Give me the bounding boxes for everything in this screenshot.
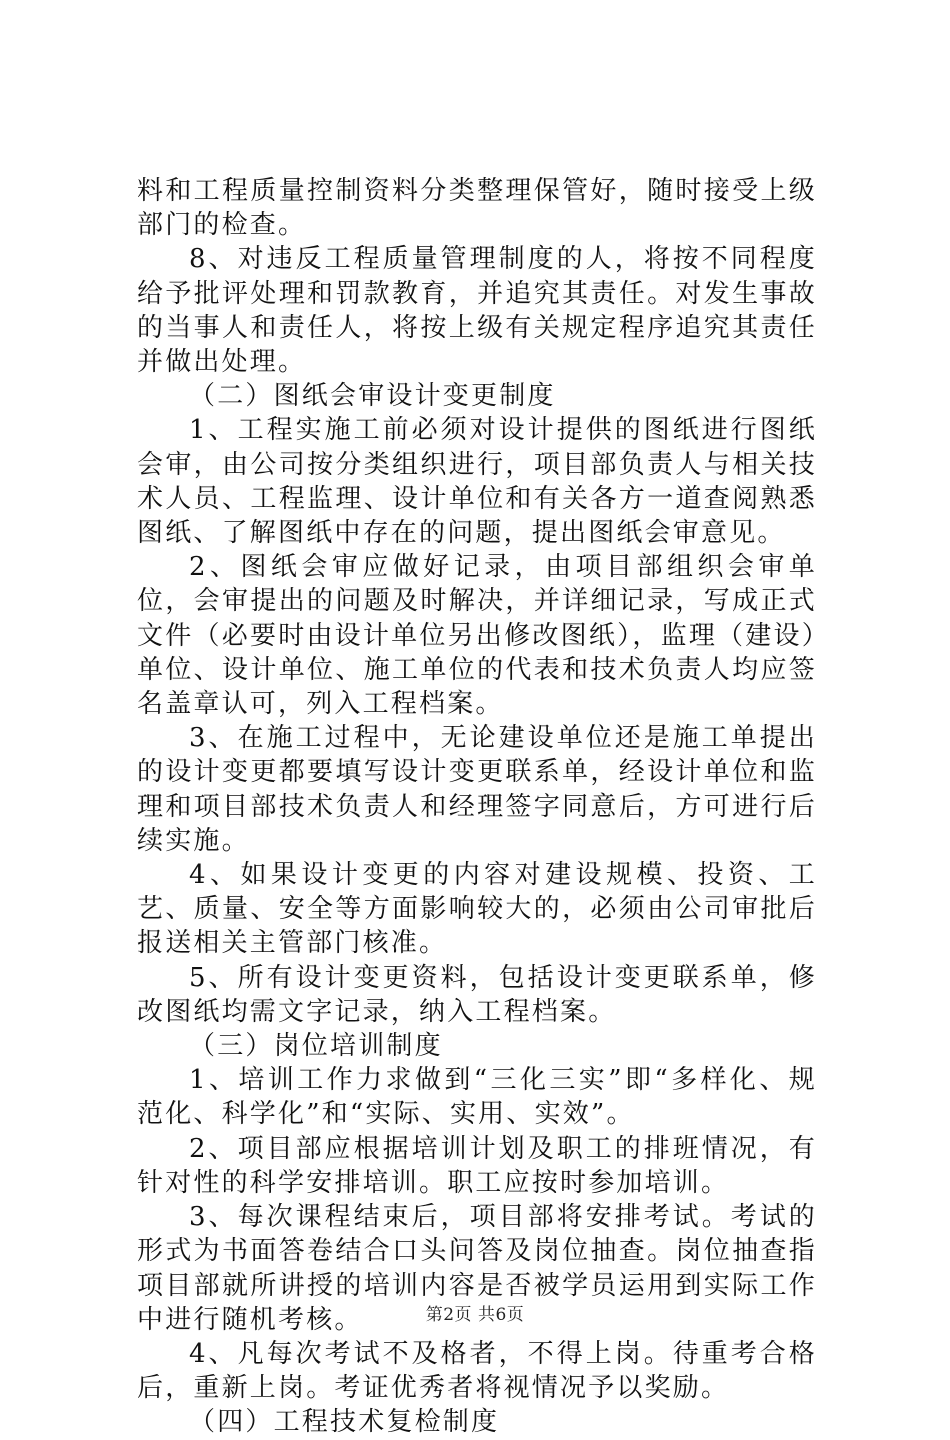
section-heading: （四）工程技术复检制度 (189, 1407, 500, 1438)
paragraph: 3、每次课程结束后，项目部将安排考试。考试的形式为书面答卷结合口头问答及岗位抽查。岗位抽查指项目部就所讲授的培训内容是否被学员运用到实际工作中进行随机考核。 (137, 1202, 817, 1335)
paragraph: 料和工程质量控制资料分类整理保管好，随时接受上级部门的检查。 (137, 176, 817, 241)
paragraph: 1、培训工作力求做到“三化三实”即“多样化、规范化、科学化”和“实际、实用、实效”。 (137, 1065, 817, 1130)
section-heading: （三）岗位培训制度 (189, 1031, 443, 1062)
section-heading: （二）图纸会审设计变更制度 (189, 381, 556, 412)
paragraph: 3、在施工过程中，无论建设单位还是施工单提出的设计变更都要填写设计变更联系单，经设计单位和监理和项目部技术负责人和经理签字同意后，方可进行后续实施。 (137, 723, 817, 856)
paragraph: 4、凡每次考试不及格者，不得上岗。待重考合格后，重新上岗。考证优秀者将视情况予以奖励。 (137, 1338, 817, 1404)
paragraph: 2、项目部应根据培训计划及职工的排班情况，有针对性的科学安排培训。职工应按时参加培训。 (137, 1133, 817, 1198)
page-number: 第2页 共6页 (425, 1305, 525, 1325)
paragraph: 8、对违反工程质量管理制度的人，将按不同程度给予批评处理和罚款教育，并追究其责任。对发生事故的当事人和责任人，将按上级有关规定程序追究其责任并做出处理。 (137, 244, 817, 378)
paragraph: 2、图纸会审应做好记录，由项目部组织会审单位，会审提出的问题及时解决，并详细记录，写成正式文件（必要时由设计单位另出修改图纸），监理（建设）单位、设计单位、施工单位的代表和技术负责人均应签名盖章认可，列入工程档案。 (137, 552, 817, 720)
document-body (137, 174, 817, 1440)
page-footer (0, 1300, 950, 1325)
paragraph: 1、工程实施工前必须对设计提供的图纸进行图纸会审，由公司按分类组织进行，项目部负责人与相关技术人员、工程监理、设计单位和有关各方一道查阅熟悉图纸、了解图纸中存在的问题，提出图纸会审意见。 (137, 415, 817, 549)
paragraph: 5、所有设计变更资料，包括设计变更联系单，修改图纸均需文字记录，纳入工程档案。 (137, 962, 817, 1027)
paragraph: 4、如果设计变更的内容对建设规模、投资、工艺、质量、安全等方面影响较大的，必须由公司审批后报送相关主管部门核准。 (137, 860, 817, 959)
